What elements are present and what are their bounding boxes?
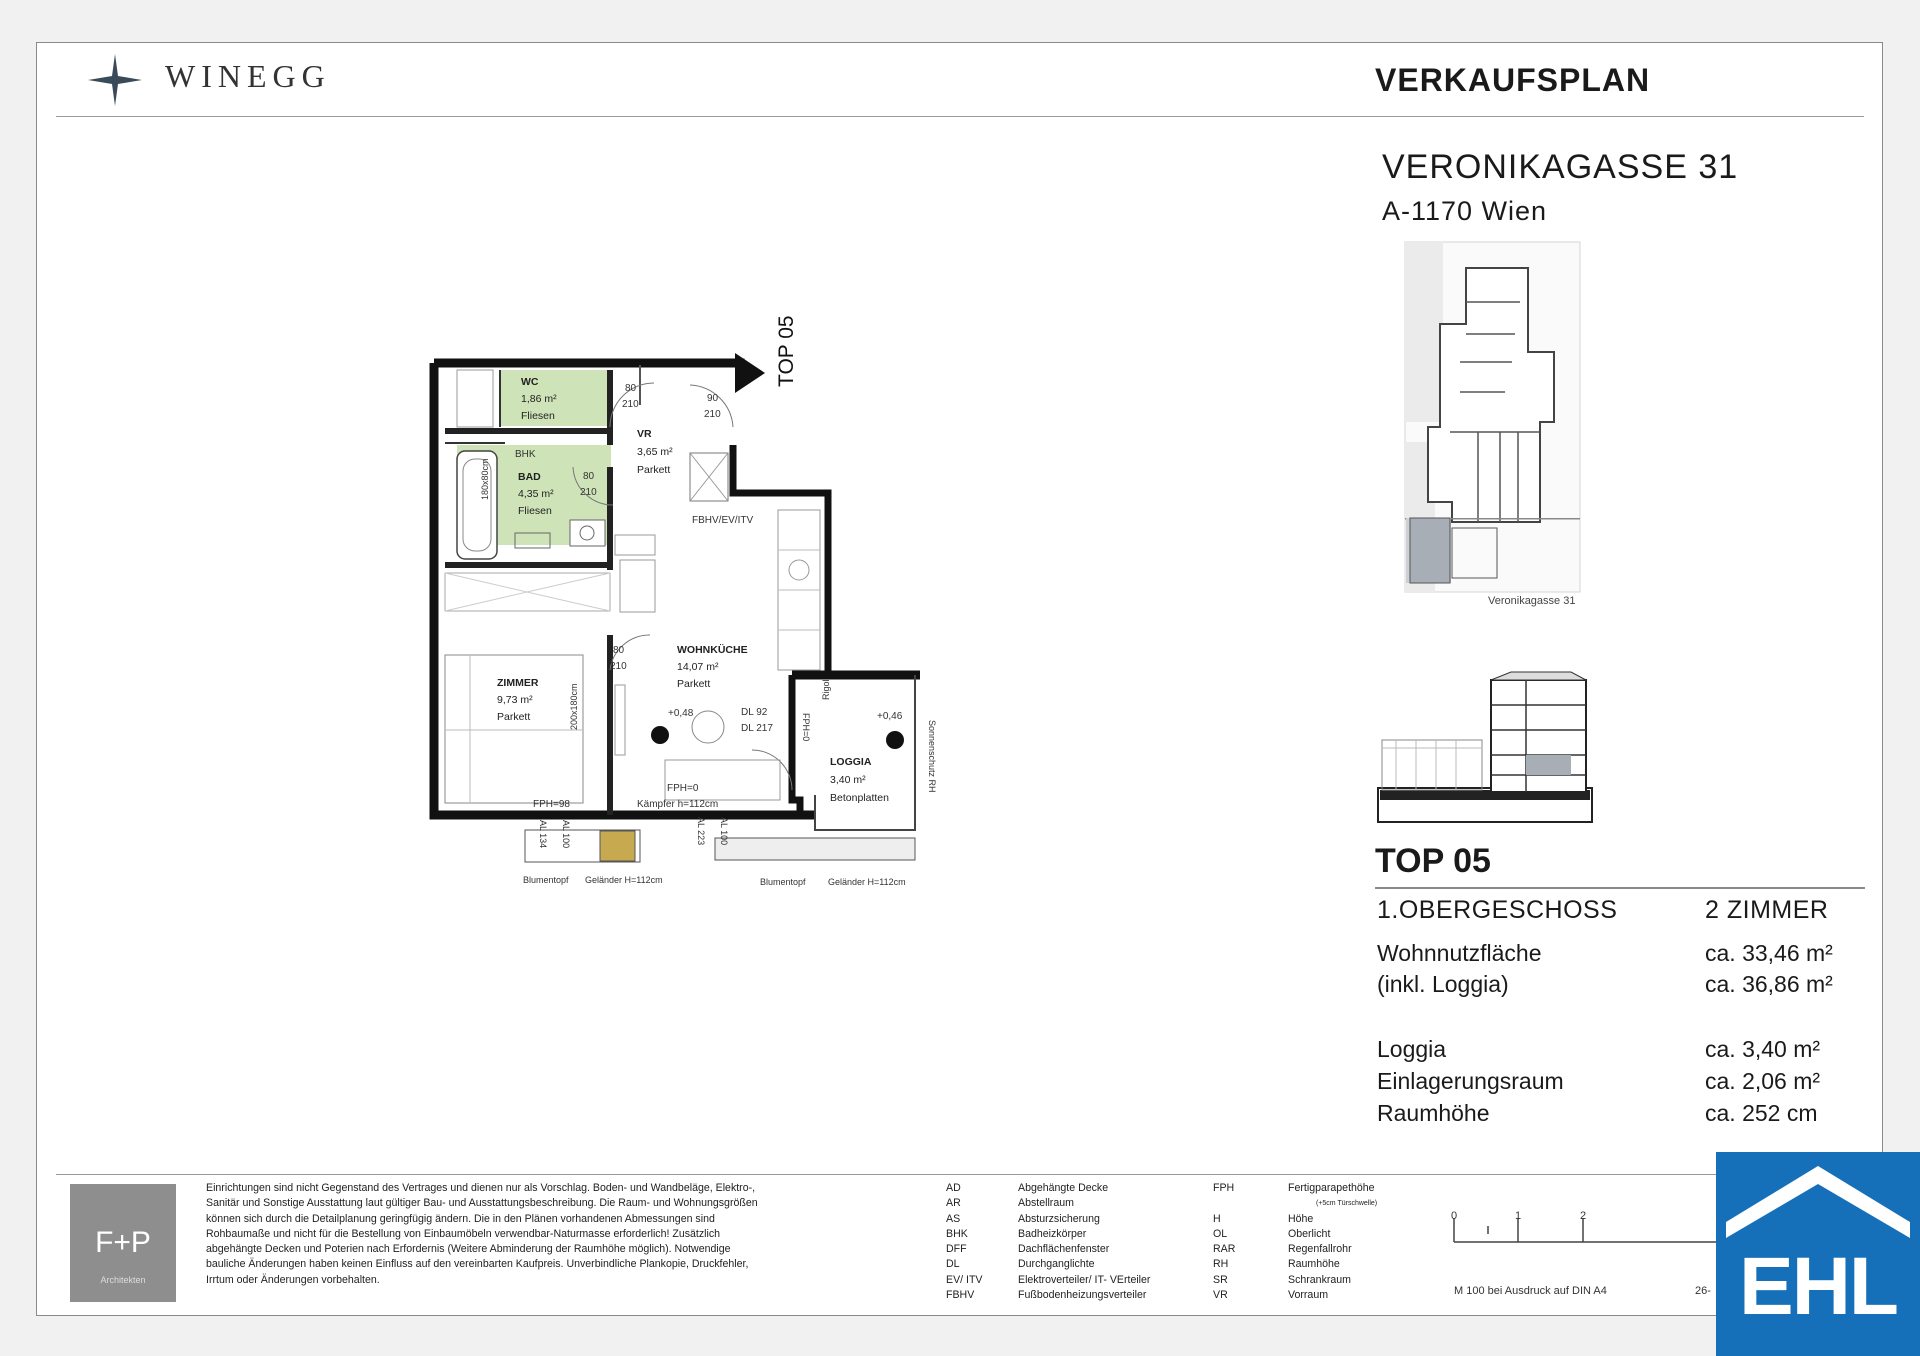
al-label: AL 100 (561, 820, 571, 849)
legend-text: Dachflächenfenster (1018, 1243, 1110, 1256)
legend-abbr: FPH (1213, 1182, 1235, 1194)
floor-plan (415, 315, 937, 900)
dl-label: DL 92 (741, 707, 768, 718)
legend-text: Fertigparapethöhe (1288, 1182, 1375, 1194)
legend-text: Regenfallrohr (1288, 1243, 1352, 1256)
room-area: 4,35 m² (518, 488, 554, 500)
brand-name: WINEGG (165, 58, 331, 94)
level-label: +0,48 (668, 708, 694, 719)
legend-text: Absturzsicherung (1018, 1212, 1100, 1225)
legend-abbr: DL (946, 1258, 960, 1271)
row-value: ca. 2,06 m² (1705, 1068, 1821, 1094)
fph-label: FPH=98 (533, 799, 570, 810)
legend-text: Abgehängte Decke (1018, 1182, 1109, 1194)
legend-abbr-column (946, 1181, 1006, 1303)
room-floor: Betonplatten (830, 792, 889, 804)
scale-tick: 1 (1515, 1210, 1522, 1222)
legend-abbr: SR (1213, 1273, 1228, 1286)
legend-abbr: FBHV (946, 1289, 975, 1302)
room-floor: Parkett (637, 464, 671, 476)
building-section (1376, 670, 1596, 825)
legend-text: Höhe (1288, 1212, 1314, 1225)
dl-label: DL 217 (741, 723, 773, 734)
room-name: BAD (518, 471, 541, 483)
unit-rooms: 2 ZIMMER (1705, 896, 1829, 924)
legend-text: Fußbodenheizungsverteiler (1018, 1289, 1147, 1302)
legend-abbr-column (1213, 1181, 1263, 1303)
row-label: Einlagerungsraum (1377, 1068, 1564, 1094)
legend-text-column (1288, 1181, 1438, 1303)
info-rule (1375, 887, 1865, 889)
scale-note: M 100 bei Ausdruck auf DIN A4 (1454, 1285, 1607, 1297)
row-label: Wohnnutzfläche (1377, 940, 1542, 966)
rigol-label: Rigol (821, 679, 831, 700)
legend-abbr: OL (1213, 1227, 1228, 1240)
address-street: VERONIKAGASSE 31 (1382, 148, 1739, 186)
architect-name: F+P (95, 1226, 151, 1259)
bhk-label: BHK (515, 449, 536, 460)
room-name: ZIMMER (497, 677, 539, 689)
legend-abbr: RH (1213, 1258, 1229, 1271)
scale-bar (1448, 1200, 1718, 1250)
room-floor: Fliesen (518, 505, 552, 517)
row-value: ca. 33,46 m² (1705, 940, 1833, 966)
room-area: 3,65 m² (637, 446, 673, 458)
room-name: LOGGIA (830, 756, 872, 768)
door-width: 80 (583, 471, 595, 482)
room-name: VR (637, 428, 652, 440)
al-label: AL 100 (719, 817, 729, 846)
sonnenschutz-label: Sonnenschutz RH (927, 720, 937, 793)
door-height: 210 (610, 661, 627, 672)
plan-date: 26- (1695, 1285, 1711, 1297)
room-area: 9,73 m² (497, 694, 533, 706)
legend-text: Schrankraum (1288, 1273, 1351, 1286)
room-floor: Parkett (677, 678, 711, 690)
row-value: ca. 36,86 m² (1705, 971, 1833, 997)
gelaender-label: Geländer H=112cm (585, 875, 663, 885)
legend-abbr: AD (946, 1182, 961, 1194)
legend-abbr: DFF (946, 1243, 967, 1256)
address-city: A-1170 Wien (1382, 196, 1548, 226)
room-area: 3,40 m² (830, 774, 866, 786)
level-label: +0,46 (877, 711, 903, 722)
legend-abbr: RAR (1213, 1243, 1236, 1256)
fph-label: FPH=0 (667, 783, 699, 794)
fph-label: FPH=0 (801, 713, 811, 742)
gelaender-label: Geländer H=112cm (828, 877, 906, 887)
legend-text: Elektroverteiler/ IT- VErteiler (1018, 1273, 1151, 1286)
site-plan-street-label: Veronikagasse 31 (1488, 595, 1576, 607)
legend-abbr: EV/ ITV (946, 1273, 983, 1286)
row-value: ca. 3,40 m² (1705, 1036, 1821, 1062)
room-floor: Parkett (497, 711, 531, 723)
plan-sheet (36, 42, 1883, 1316)
room-name: WC (521, 376, 539, 388)
unit-top: TOP 05 (1375, 842, 1491, 880)
ehl-text: EHL (1739, 1241, 1897, 1332)
door-width: 80 (625, 383, 637, 394)
site-plan (1400, 242, 1590, 612)
door-width: 90 (707, 393, 719, 404)
legend-text-column (1018, 1181, 1198, 1303)
footer-rule (56, 1174, 1864, 1175)
blumentopf-label: Blumentopf (523, 875, 569, 885)
room-area: 14,07 m² (677, 661, 719, 673)
row-label: (inkl. Loggia) (1377, 971, 1509, 997)
legend-abbr: VR (1213, 1289, 1228, 1302)
header-rule (56, 116, 1864, 117)
fbhv-label: FBHV/EV/ITV (692, 515, 754, 526)
legend-abbr: AS (946, 1212, 961, 1225)
legend-text: Oberlicht (1288, 1227, 1331, 1240)
legend-text: Vorraum (1288, 1289, 1329, 1302)
page-title: VERKAUFSPLAN (1375, 62, 1651, 98)
door-height: 210 (622, 399, 639, 410)
door-width: 80 (613, 645, 625, 656)
architect-sub: Architekten (100, 1275, 146, 1285)
legend-abbr: H (1213, 1212, 1221, 1225)
legend-text: Durchganglichte (1018, 1258, 1095, 1271)
legend-abbr: BHK (946, 1227, 968, 1240)
fph-note: (+5cm Türschwelle) (1316, 1200, 1378, 1208)
tub-label: 180x80cm (480, 458, 490, 500)
al-label: AL 223 (696, 817, 706, 846)
disclaimer-text: Einrichtungen sind nicht Gegenstand des Vertrages und dienen nur als Vorschlag. Boden- und Wandbeläge, Elektro-, Sanitär und Sonstige Ausstattung laut gültiger Bau- und Ausstattungsbeschreibung. Die Raum- und Wohnungsgrößen können sich durch die Detailplanung geringfügig ändern. Die in den Plänen vorhandenen Abmessungen sind Rohbaumaße und nicht für die Bestellung von Einbaumöbeln verwendbar-Naturmasse erforderlich! Zusätzlich abgehängte Decken und Poterien nach Erfordernis (Weitere Abminderung der Raumhöhe möglich). Notwendige bauliche Änderungen haben keinen Einfluss auf den vereinbarten Kaufpreis. Unverbindliche Plankopie, Druckfehler, Irrtum oder Änderungen vorbehalten. (206, 1182, 758, 1286)
scale-tick: 2 (1580, 1210, 1587, 1222)
unit-floor: 1.OBERGESCHOSS (1377, 896, 1618, 924)
door-height: 210 (580, 487, 597, 498)
room-area: 1,86 m² (521, 393, 557, 405)
al-label: AL 134 (538, 820, 548, 849)
legend-text: Badheizkörper (1018, 1227, 1087, 1240)
blumentopf-label: Blumentopf (760, 877, 806, 887)
row-value: ca. 252 cm (1705, 1100, 1818, 1126)
scale-tick: 0 (1451, 1210, 1458, 1222)
room-floor: Fliesen (521, 410, 555, 422)
bed-label: 200x180cm (569, 683, 579, 730)
legend-abbr: AR (946, 1197, 961, 1210)
row-label: Loggia (1377, 1036, 1447, 1062)
top-marker: TOP 05 (775, 315, 798, 387)
legend-text: Abstellraum (1018, 1197, 1074, 1210)
kaempfer-label: Kämpfer h=112cm (637, 799, 719, 810)
door-height: 210 (704, 409, 721, 420)
legend-text: Raumhöhe (1288, 1258, 1340, 1271)
row-label: Raumhöhe (1377, 1100, 1490, 1126)
room-name: WOHNKÜCHE (677, 644, 748, 656)
